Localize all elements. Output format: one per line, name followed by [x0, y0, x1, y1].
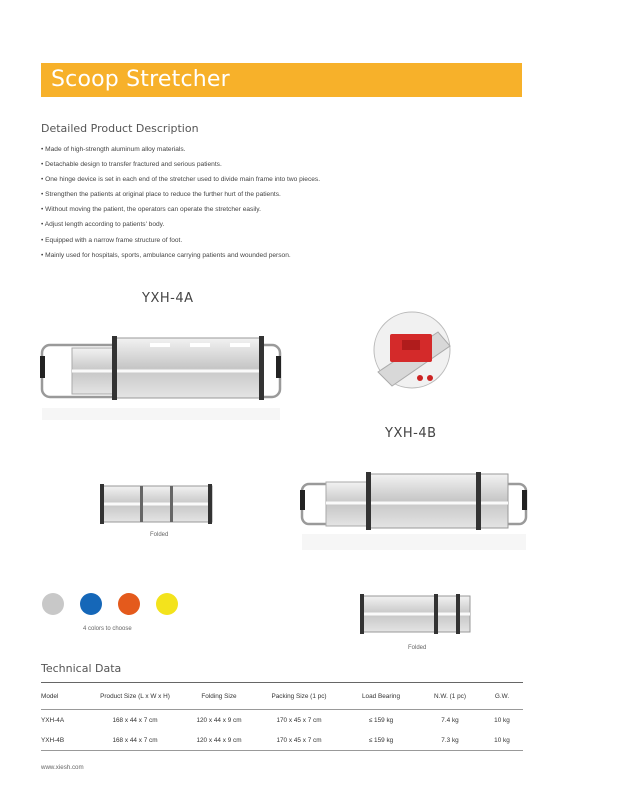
table-cell: 120 x 44 x 9 cm [196, 716, 242, 724]
feature-item: • Without moving the patient, the operators can operate the stretcher easily. [41, 206, 261, 214]
table-header-row [41, 683, 523, 710]
technical-data-table [41, 682, 523, 751]
feature-list [41, 142, 521, 263]
feature-item: • Equipped with a narrow frame structure of foot. [41, 236, 183, 244]
table-cell: ≤ 159 kg [343, 730, 419, 751]
color-swatch-blue [80, 593, 102, 615]
column-header: Load Bearing [343, 683, 419, 710]
column-header: Product Size (L x W x H) [87, 683, 183, 710]
stretcher-4b-folded-image [360, 592, 476, 640]
column-header: G.W. [481, 683, 523, 710]
table-cell: 170 x 45 x 7 cm [276, 716, 322, 724]
feature-item: • Mainly used for hospitals, sports, ambulance carrying patients and wounded person. [41, 251, 291, 259]
technical-heading: Technical Data [41, 662, 122, 675]
table-cell: ≤ 159 kg [368, 716, 394, 724]
color-swatch-grey [42, 593, 64, 615]
title-banner [41, 63, 522, 97]
table-cell: 7.4 kg [441, 716, 459, 724]
hinge-detail-image [368, 312, 460, 392]
table-cell: 7.3 kg [419, 730, 481, 751]
table-cell: 168 x 44 x 7 cm [87, 730, 183, 751]
model-label-a: YXH-4A [142, 291, 194, 306]
table-cell: 10 kg [481, 730, 523, 751]
feature-item: • Adjust length according to patients' body. [41, 221, 165, 229]
table-cell: YXH-4B [41, 730, 87, 751]
column-header: N.W. (1 pc) [419, 683, 481, 710]
folded-caption-b: Folded [408, 645, 427, 651]
table-cell: 120 x 44 x 9 cm [183, 730, 255, 751]
footer-url: www.xiesh.com [41, 764, 84, 771]
feature-item: • One hinge device is set in each end of the stretcher used to divide main frame into two pieces. [41, 176, 321, 184]
color-swatch-yellow [156, 593, 178, 615]
stretcher-4a-folded-image [100, 480, 218, 530]
color-swatch-orange [118, 593, 140, 615]
table-cell: 10 kg [494, 716, 510, 724]
description-heading: Detailed Product Description [41, 122, 199, 135]
column-header: Folding Size [183, 683, 255, 710]
page-title: Scoop Stretcher [51, 67, 230, 92]
colors-caption: 4 colors to choose [83, 626, 132, 632]
stretcher-4b-image [300, 470, 530, 560]
column-header: Packing Size (1 pc) [255, 683, 343, 710]
folded-caption-a: Folded [150, 532, 169, 538]
table-row [41, 730, 523, 751]
table-cell: 170 x 45 x 7 cm [255, 730, 343, 751]
table-cell: 168 x 44 x 7 cm [112, 716, 158, 724]
stretcher-4a-image [40, 330, 285, 430]
column-header: Model [41, 683, 87, 710]
table-cell: YXH-4A [41, 716, 65, 724]
feature-item: • Detachable design to transfer fractured and serious patients. [41, 161, 222, 169]
model-label-b: YXH-4B [385, 426, 437, 441]
table-row [41, 710, 523, 731]
feature-item: • Strengthen the patients at original place to reduce the further hurt of the patients. [41, 191, 281, 199]
feature-item: • Made of high-strength aluminum alloy materials. [41, 146, 186, 153]
